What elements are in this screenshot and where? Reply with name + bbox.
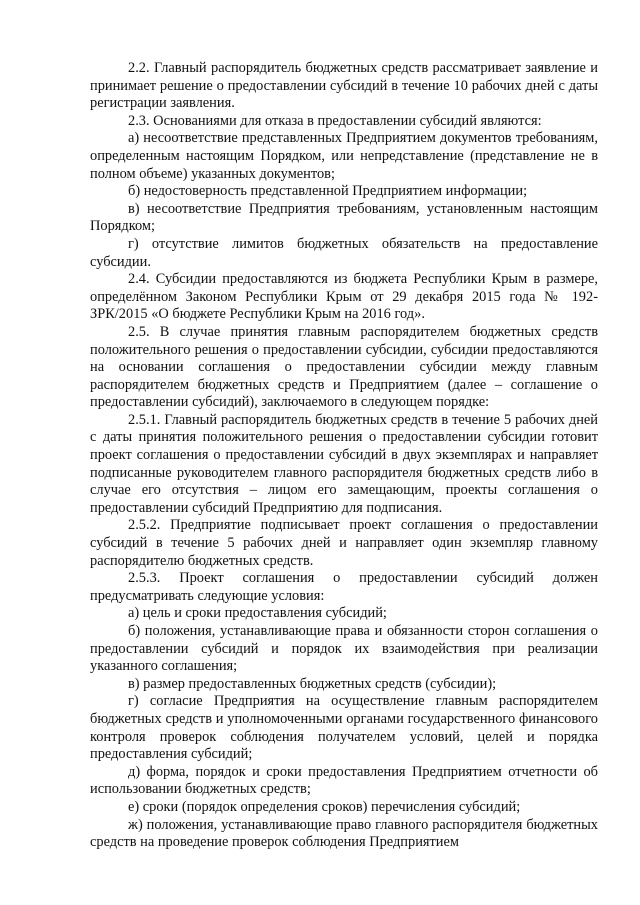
paragraph-2-5-3-a: а) цель и сроки предоставления субсидий; (128, 605, 387, 622)
paragraph-2-5-3-e: е) сроки (порядок определения сроков) перечисления субсидий; (128, 798, 521, 815)
paragraph-2-4: 2.4. Субсидии предоставляются из бюджета Республики Крым в размере, определённом Законом Республики Крым от 29 декабря 2015 года № 192-ЗРК/2015 «О бюджете Республики Крым на 2016 год». (90, 271, 598, 323)
paragraph-2-5-3-b: б) положения, устанавливающие права и обязанности сторон соглашения о предоставлении субсидий и порядок их взаимодействия при реализации указанного соглашения; (90, 623, 598, 675)
paragraph-2-5-3: 2.5.3. Проект соглашения о предоставлении субсидий должен предусматривать следующие условия: (90, 570, 598, 604)
paragraph-2-5-3-v: в) размер предоставленных бюджетных средств (субсидии); (128, 675, 497, 692)
paragraph-2-5-1: 2.5.1. Главный распорядитель бюджетных средств в течение 5 рабочих дней с даты принятия положительного решения о предоставлении субсидии готовит проект соглашения о предоставлении субсидий в двух экземплярах и направляет подписанные руководителем главного распорядителя бюджетных средств либо в случае его отсутствия – лицом его замещающим, проекты соглашения о предоставлении субсидий Предприятию для подписания. (90, 411, 598, 516)
paragraph-2-5-3-d: д) форма, порядок и сроки предоставления Предприятием отчетности об использовании бюджетных средств; (90, 763, 598, 798)
paragraph-2-3-v: в) несоответствие Предприятия требованиям, установленным настоящим Порядком; (90, 200, 598, 235)
paragraph-2-3: 2.3. Основаниями для отказа в предоставлении субсидий являются: (128, 112, 542, 129)
paragraph-2-3-b: б) недостоверность представленной Предприятием информации; (128, 183, 528, 200)
document-page (90, 60, 598, 852)
paragraph-2-5-3-g: г) согласие Предприятия на осуществление главным распорядителем бюджетных средств и уполномоченными органами государственного финансового контроля проверок соблюдения получателем условий, целей и порядка предоставления субсидий; (90, 693, 598, 763)
paragraph-2-5: 2.5. В случае принятия главным распорядителем бюджетных средств положительного решения о предоставлении субсидии, субсидии предоставляются на основании соглашения о предоставлении субсидии между главным распорядителем бюджетных средств и Предприятием (далее – соглашение о предоставлении субсидий), заключаемого в следующем порядке: (90, 323, 598, 411)
paragraph-2-3-a: а) несоответствие представленных Предприятием документов требованиям, определенным настоящим Порядком, или непредставление (представление не в полном объеме) указанных документов; (90, 130, 598, 182)
paragraph-2-3-g: г) отсутствие лимитов бюджетных обязательств на предоставление субсидии. (90, 235, 598, 270)
paragraph-2-5-3-zh: ж) положения, устанавливающие право главного распорядителя бюджетных средств на проведение проверок соблюдения Предприятием (90, 816, 598, 851)
paragraph-2-2: 2.2. Главный распорядитель бюджетных средств рассматривает заявление и принимает решение о предоставлении субсидий в течение 10 рабочих дней с даты регистрации заявления. (90, 60, 598, 112)
paragraph-2-5-2: 2.5.2. Предприятие подписывает проект соглашения о предоставлении субсидий в течение 5 рабочих дней и направляет один экземпляр главному распорядителю бюджетных средств. (90, 517, 598, 569)
